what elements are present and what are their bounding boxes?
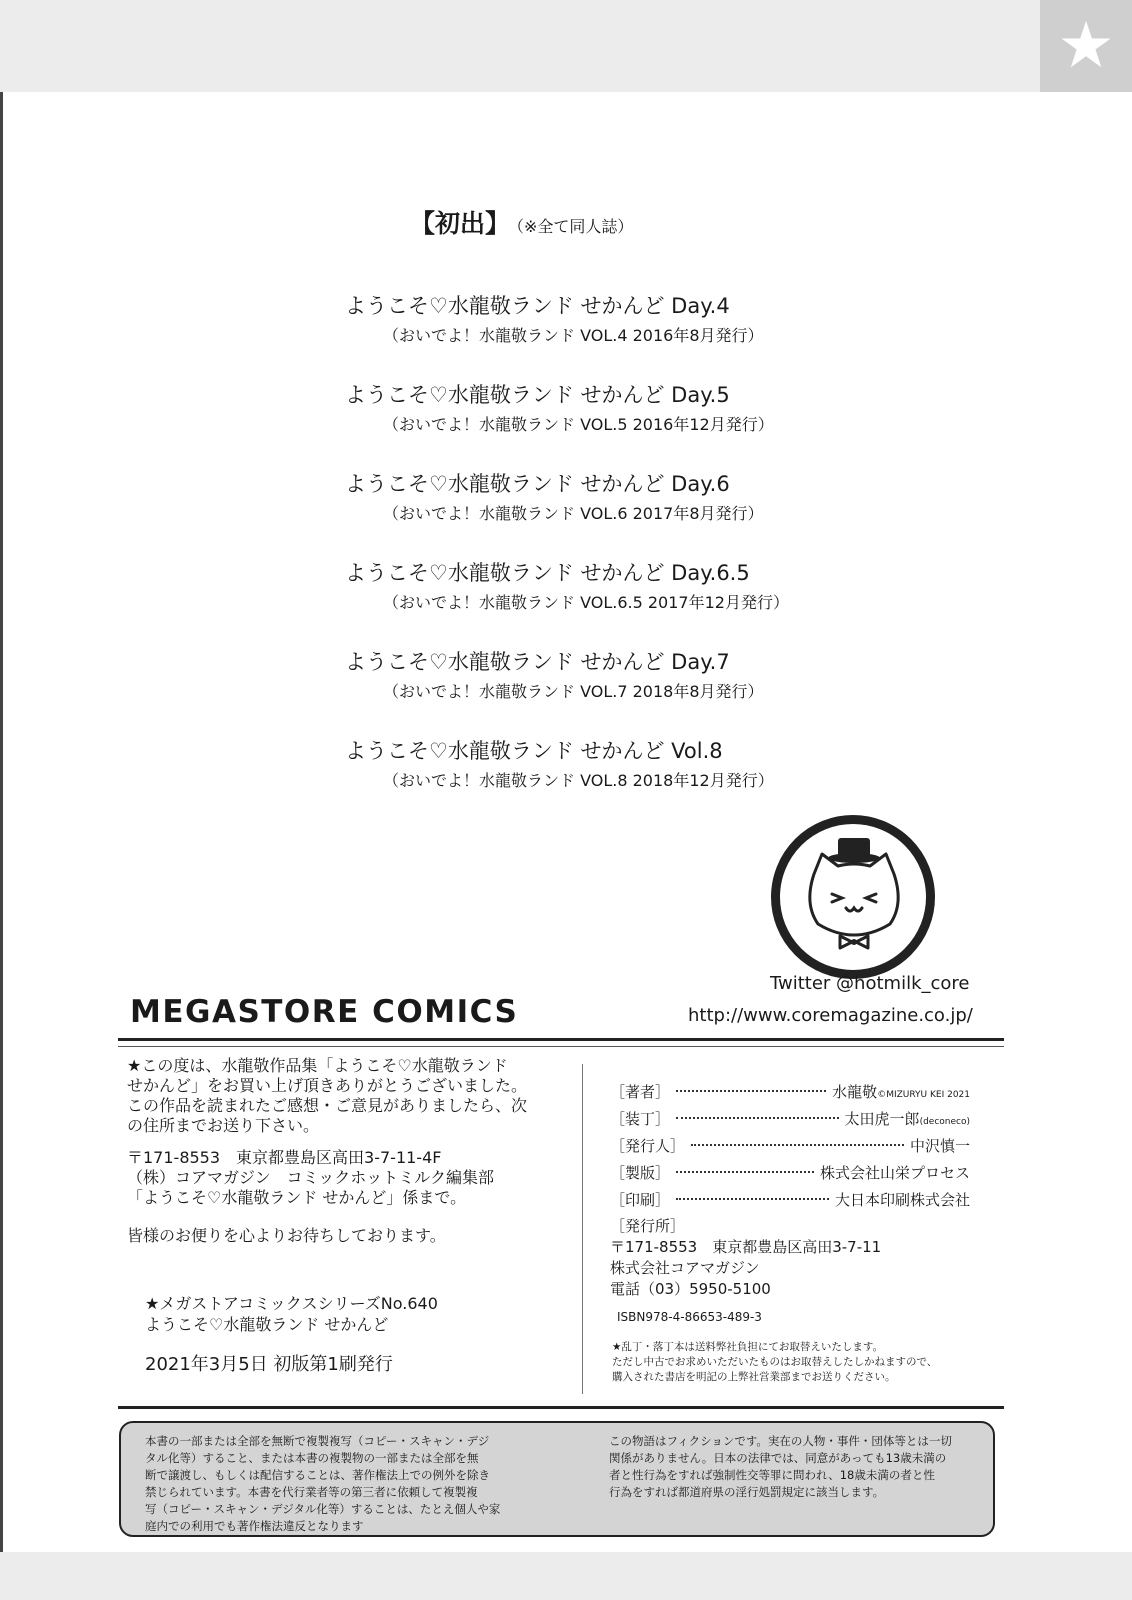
top-bar bbox=[0, 0, 1132, 92]
legal-notice-box bbox=[119, 1421, 995, 1537]
work-entry-2 bbox=[345, 379, 774, 435]
publisher-url[interactable]: http://www.coremagazine.co.jp/ bbox=[688, 1005, 973, 1026]
work-title: ようこそ♡水龍敬ランド せかんど Day.7 bbox=[345, 650, 730, 674]
divider-top-thin bbox=[118, 1046, 1004, 1047]
heading-note: （※全て同人誌） bbox=[516, 217, 634, 236]
closing-line: 皆様のお便りを心よりお待ちしております。 bbox=[127, 1226, 446, 1245]
credits-list bbox=[610, 1081, 970, 1216]
publication-date: 2021年3月5日 初版第1刷発行 bbox=[145, 1354, 393, 1375]
publisher-info: ［発行所］ 〒171-8553 東京都豊島区高田3-7-11 株式会社コアマガジン 電話（03）5950-5100 bbox=[610, 1217, 882, 1298]
work-title: ようこそ♡水龍敬ランド せかんど Day.6.5 bbox=[345, 561, 750, 585]
reader-message: ★この度は、水龍敬作品集「ようこそ♡水龍敬ランド せかんど」をお買い上げ頂きありがとうございました。 この作品を読まれたご感想・ご意見がありましたら、次 の住所までお送り下さい。 bbox=[127, 1056, 528, 1135]
work-entry-3 bbox=[345, 468, 764, 524]
replacement-notice: ★乱丁・落丁本は送料弊社負担にてお取替えいたします。 ただし中古でお求めいただいたものはお取替えしたしかねますので、 購入された書店を明記の上弊社営業部までお送りください。 bbox=[612, 1341, 938, 1383]
fiction-disclaimer: この物語はフィクションです。実在の人物・事件・団体等とは一切 関係がありません。日本の法律では、同意があっても13歳未満の 者と性行為をすれば強制性交等罪に問われ、18歳未満の者と性 行為をすれば都道府県の淫行処罰規定に該当します。 bbox=[609, 1434, 952, 1499]
series-info: ★メガストアコミックスシリーズNo.640 ようこそ♡水龍敬ランド せかんど bbox=[145, 1294, 438, 1334]
credit-row-plate: ［製版］ 株式会社山栄プロセス bbox=[610, 1164, 970, 1182]
credit-row-printing: ［印刷］ 大日本印刷株式会社 bbox=[610, 1191, 970, 1209]
work-title: ようこそ♡水龍敬ランド せかんど Day.4 bbox=[345, 294, 730, 318]
vertical-divider bbox=[582, 1064, 583, 1394]
work-source: （おいでよ！水龍敬ランド VOL.6.5 2017年12月発行） bbox=[383, 593, 789, 612]
credit-row-design: ［装丁］ 太田虎一郎(deconeco) bbox=[610, 1110, 970, 1128]
cat-mascot-icon bbox=[780, 824, 926, 970]
copyright-notice: 本書の一部または全部を無断で複製複写（コピー・スキャン・デジ タル化等）すること、または本書の複製物の一部または全部を無 断で譲渡し、もしくは配信することは、著作権法上での例外を除き 禁じられています。本書を代行業者等の第三者に依頼して複製複 写（コピー・スキャン・デジタル化等）することは、たとえ個人や家 庭内での利用でも著作権法違反となります bbox=[145, 1434, 501, 1533]
isbn: ISBN978-4-86653-489-3 bbox=[617, 1310, 762, 1324]
twitter-handle[interactable]: Twitter @hotmilk_core bbox=[770, 973, 970, 994]
divider-top bbox=[118, 1038, 1004, 1041]
page-edge bbox=[0, 92, 3, 1552]
credit-row-author: ［著者］ 水龍敬©MIZURYU KEI 2021 bbox=[610, 1083, 970, 1101]
colophon-message bbox=[127, 1056, 567, 1246]
work-title: ようこそ♡水龍敬ランド せかんど Day.6 bbox=[345, 472, 730, 496]
bottom-bar bbox=[0, 1552, 1132, 1600]
work-source: （おいでよ！水龍敬ランド VOL.7 2018年8月発行） bbox=[383, 682, 764, 701]
work-entry-6 bbox=[345, 735, 774, 791]
work-title: ようこそ♡水龍敬ランド せかんど Vol.8 bbox=[345, 739, 723, 763]
first-appearance-heading bbox=[410, 204, 633, 240]
bookmark-tab[interactable] bbox=[1040, 0, 1132, 92]
work-source: （おいでよ！水龍敬ランド VOL.6 2017年8月発行） bbox=[383, 504, 764, 523]
work-source: （おいでよ！水龍敬ランド VOL.8 2018年12月発行） bbox=[383, 771, 774, 790]
work-entry-4 bbox=[345, 557, 789, 613]
brand-logo: MEGASTORE COMICS bbox=[130, 994, 519, 1030]
mailing-address: 〒171-8553 東京都豊島区高田3-7-11-4F （株）コアマガジン コミックホットミルク編集部 「ようこそ♡水龍敬ランド せかんど」係まで。 bbox=[127, 1148, 494, 1207]
divider-bottom bbox=[118, 1406, 1004, 1409]
star-icon[interactable]: ★ bbox=[1057, 9, 1115, 83]
work-title: ようこそ♡水龍敬ランド せかんど Day.5 bbox=[345, 383, 730, 407]
work-entry-1 bbox=[345, 290, 764, 346]
credit-row-publisher: ［発行人］ 中沢慎一 bbox=[610, 1137, 970, 1155]
cat-mascot-logo bbox=[771, 815, 935, 979]
work-source: （おいでよ！水龍敬ランド VOL.4 2016年8月発行） bbox=[383, 326, 764, 345]
work-source: （おいでよ！水龍敬ランド VOL.5 2016年12月発行） bbox=[383, 415, 774, 434]
work-entry-5 bbox=[345, 646, 764, 702]
heading-text: 【初出】 bbox=[410, 209, 511, 238]
